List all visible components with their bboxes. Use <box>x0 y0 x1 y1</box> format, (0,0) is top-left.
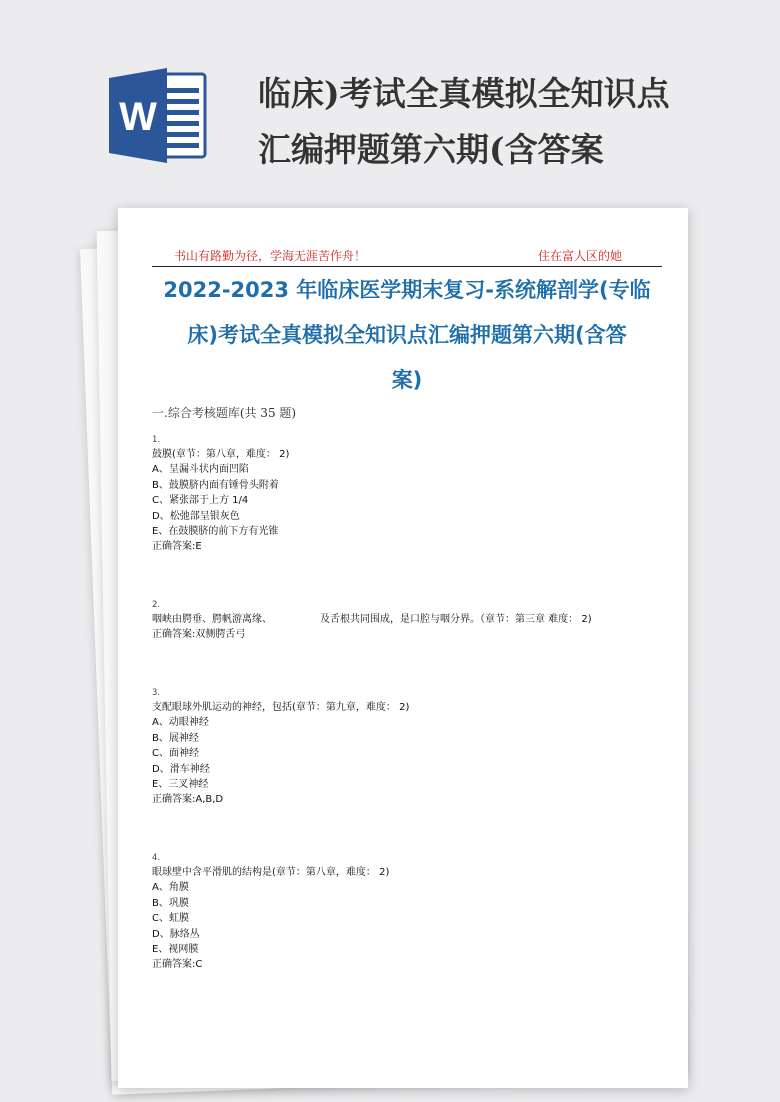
question-stem: 眼球壁中含平滑肌的结构是(章节：第八章，难度： 2) <box>152 867 390 878</box>
question-answer: 正确答案:E <box>152 541 202 553</box>
question-1 <box>152 433 662 555</box>
document-title <box>152 268 662 403</box>
question-stem <box>152 612 662 627</box>
question-4 <box>152 851 662 973</box>
motto-left: 书山有路勤为径，学海无涯苦作舟！ <box>174 249 367 263</box>
question-option: C、虹膜 <box>152 913 189 925</box>
question-number: 4. <box>152 853 161 863</box>
question-option: D、滑车神经 <box>152 763 210 775</box>
header-title <box>258 66 768 178</box>
question-number: 1. <box>152 435 161 445</box>
header-divider <box>152 266 662 267</box>
question-option: B、鼓膜脐内面有锤骨头附着 <box>152 479 279 491</box>
question-stem-part1: 咽峡由腭垂、腭帆游离缘、 <box>152 614 272 625</box>
document-title-line: 案) <box>391 368 423 392</box>
question-2 <box>152 598 662 643</box>
question-stem: 支配眼球外肌运动的神经，包括(章节：第九章，难度： 2) <box>152 702 410 713</box>
word-logo-icon <box>109 68 207 163</box>
question-option: D、脉络丛 <box>152 928 200 940</box>
question-option: B、展神经 <box>152 732 199 744</box>
question-option: A、角膜 <box>152 882 189 894</box>
document-title-line: 2022-2023 年临床医学期末复习-系统解剖学(专临 <box>163 278 651 302</box>
question-option: E、三叉神经 <box>152 779 209 791</box>
question-stem-part2: 及舌根共同围成，是口腔与咽分界。（章节：第三章 难度： 2) <box>320 614 592 625</box>
svg-text:W: W <box>119 95 157 139</box>
question-option: E、视网膜 <box>152 944 199 956</box>
document-title-line: 床)考试全真模拟全知识点汇编押题第六期(含答 <box>187 323 627 347</box>
document-page <box>118 208 688 1088</box>
question-option: B、巩膜 <box>152 897 189 909</box>
question-stem: 鼓膜(章节：第八章，难度： 2) <box>152 449 290 460</box>
question-number: 2. <box>152 600 161 610</box>
header-title-line: 临床)考试全真模拟全知识点 <box>258 74 670 113</box>
header-title-line: 汇编押题第六期(含答案 <box>258 130 604 169</box>
question-option: C、紧张部于上方 1/4 <box>152 495 249 507</box>
question-number: 3. <box>152 688 161 698</box>
question-option: C、面神经 <box>152 748 199 760</box>
question-option: D、松弛部呈银灰色 <box>152 510 240 522</box>
question-answer: 正确答案:双侧腭舌弓 <box>152 629 246 641</box>
question-option: A、动眼神经 <box>152 717 209 729</box>
question-3 <box>152 686 662 808</box>
question-answer: 正确答案:C <box>152 959 203 971</box>
section-title: 一.综合考核题库(共 35 题) <box>152 406 297 420</box>
question-option: A、呈漏斗状内面凹陷 <box>152 464 249 476</box>
question-option: E、在鼓膜脐的前下方有光锥 <box>152 526 279 538</box>
motto-right: 住在富人区的她 <box>538 249 623 263</box>
question-answer: 正确答案:A,B,D <box>152 794 224 806</box>
